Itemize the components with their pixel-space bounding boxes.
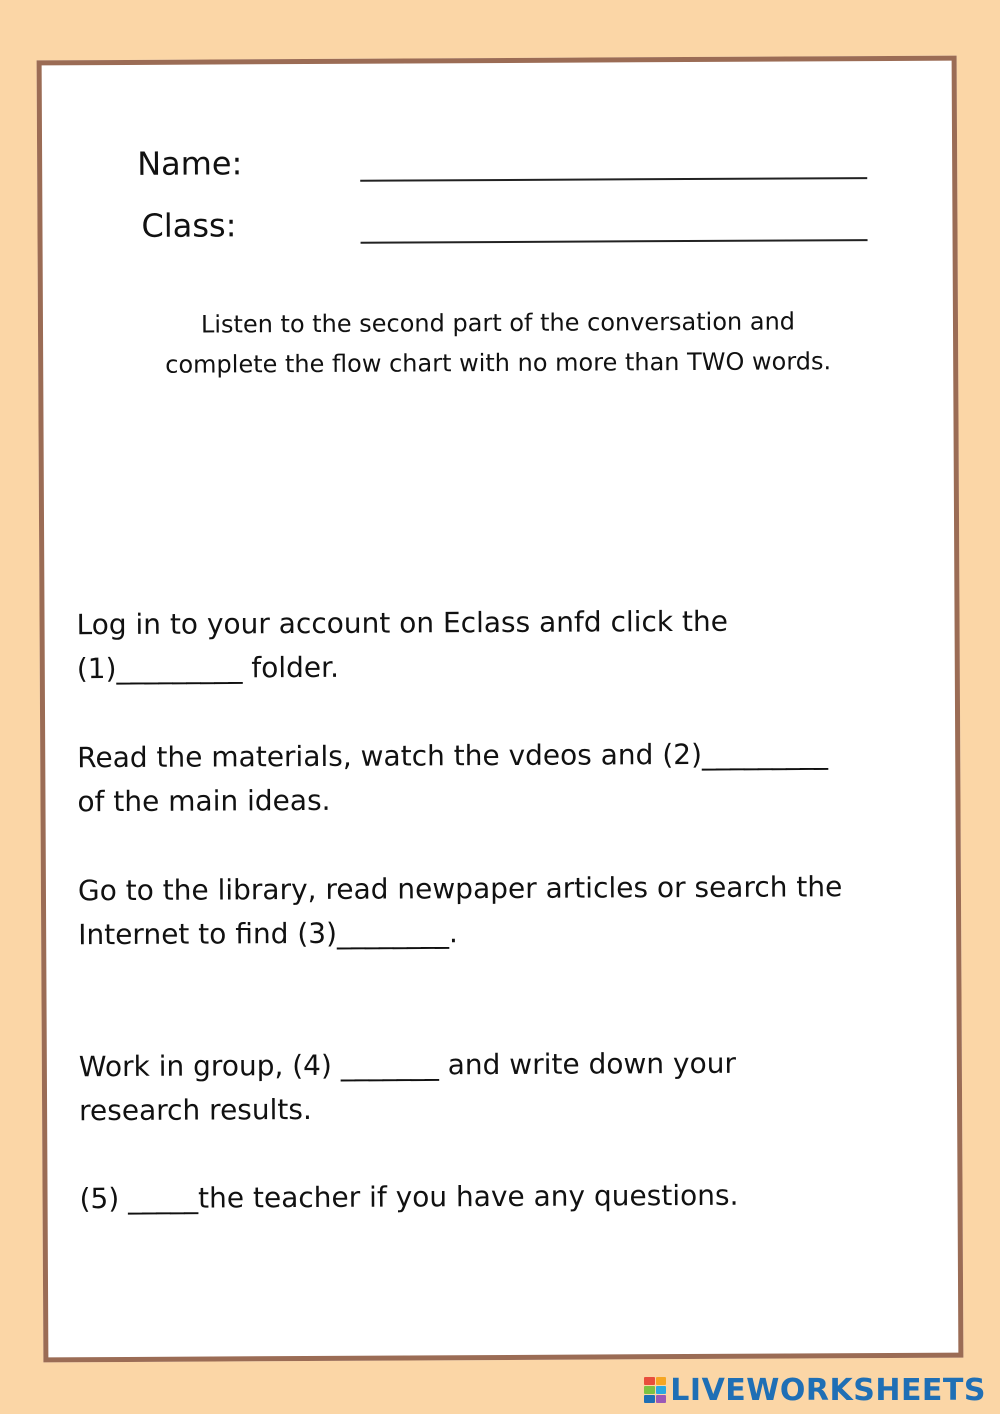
item-5: (5) _____the teacher if you have any questions. <box>79 1178 739 1216</box>
name-field-row <box>137 141 867 189</box>
class-input-line[interactable] <box>361 239 868 244</box>
class-label: Class: <box>141 206 237 245</box>
name-input-line[interactable] <box>360 177 867 182</box>
liveworksheets-wordmark: LIVEWORKSHEETS <box>670 1372 986 1408</box>
instructions-line-2: complete the flow chart with no more than TWO words. <box>165 347 832 379</box>
item-2: Read the materials, watch the vdeos and (2)_________ of the main ideas. <box>77 737 829 819</box>
item-4: Work in group, (4) _______ and write down your research results. <box>78 1046 737 1128</box>
class-field-row <box>137 203 867 251</box>
liveworksheets-logo-icon <box>644 1377 666 1403</box>
name-label: Name: <box>137 144 243 183</box>
worksheet-paper <box>37 56 964 1363</box>
liveworksheets-brand <box>644 1370 986 1410</box>
instructions-line-1: Listen to the second part of the conversation and <box>200 307 796 339</box>
item-3: Go to the library, read newpaper articles or search the Internet to find (3)________. <box>77 870 843 952</box>
instructions <box>83 301 913 385</box>
item-1: Log in to your account on Eclass anfd click the (1)_________ folder. <box>76 604 729 686</box>
